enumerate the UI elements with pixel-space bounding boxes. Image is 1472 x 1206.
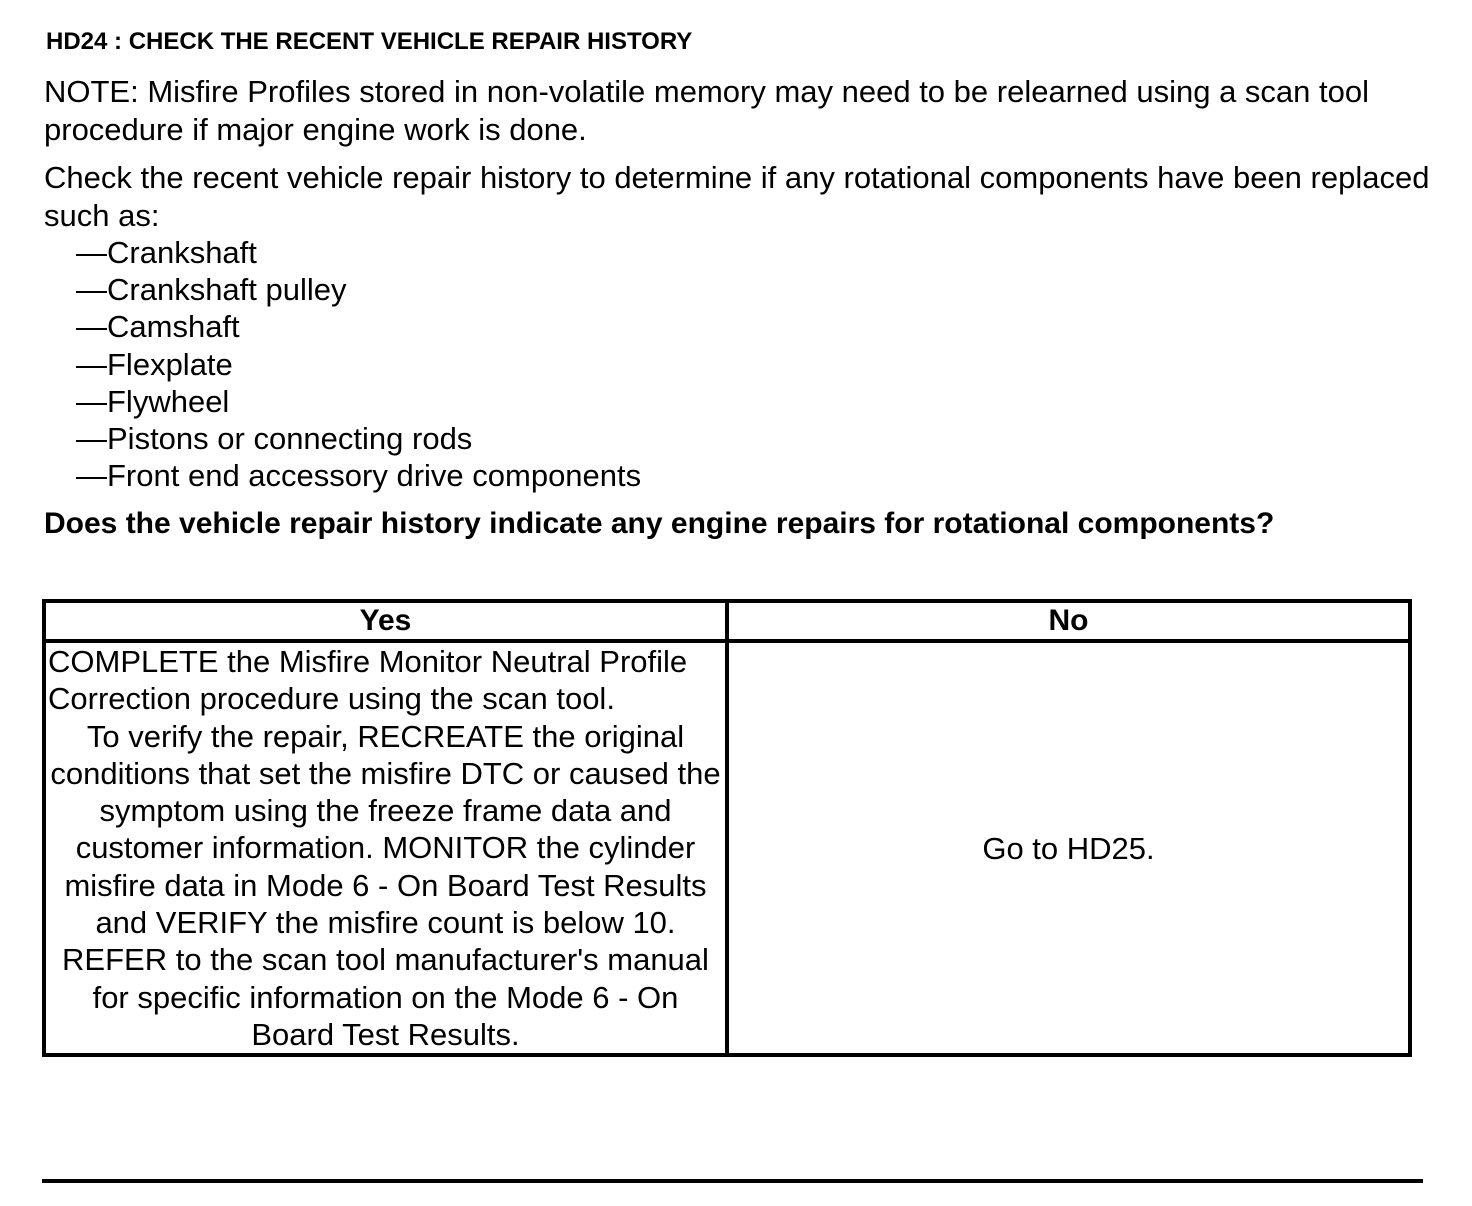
step-heading: HD24 : CHECK THE RECENT VEHICLE REPAIR HISTORY — [46, 28, 693, 55]
yes-action-text: COMPLETE the Misfire Monitor Neutral Profile Correction procedure using the scan tool. — [48, 644, 688, 717]
no-cell — [727, 641, 1410, 1055]
yes-verify-text: To verify the repair, RECREATE the original conditions that set the misfire DTC or caused the symptom using the freeze frame data and customer information. MONITOR the cylinder misfire data in Mode 6 - On Board Test Results and VERIFY the misfire count is below 10. REFER to the scan tool manufacturer's manual for specific information on the Mode 6 - On Board Test Results. — [50, 718, 721, 1052]
list-item: —Crankshaft pulley — [76, 272, 347, 308]
list-item: —Front end accessory drive components — [76, 458, 642, 494]
table-row — [44, 641, 1410, 1055]
list-item: —Pistons or connecting rods — [76, 421, 473, 457]
note-paragraph: NOTE: Misfire Profiles stored in non-volatile memory may need to be relearned using a scan tool procedure if major engine work is done. — [44, 74, 1369, 147]
table-header-row — [44, 601, 1410, 641]
instruction-paragraph: Check the recent vehicle repair history to determine if any rotational components have been replaced such as: — [44, 160, 1430, 233]
component-list — [76, 234, 641, 494]
list-item: —Flywheel — [76, 383, 230, 419]
yes-header: Yes — [44, 601, 727, 641]
list-item: —Flexplate — [76, 346, 233, 382]
no-header: No — [727, 601, 1410, 641]
no-action-text: Go to HD25. — [982, 830, 1155, 866]
decision-table — [42, 599, 1412, 1057]
bottom-divider — [42, 1179, 1423, 1183]
yes-cell — [44, 641, 727, 1055]
list-item: —Camshaft — [76, 309, 240, 345]
decision-question: Does the vehicle repair history indicate any engine repairs for rotational components? — [44, 507, 1275, 540]
list-item: —Crankshaft — [76, 235, 257, 270]
